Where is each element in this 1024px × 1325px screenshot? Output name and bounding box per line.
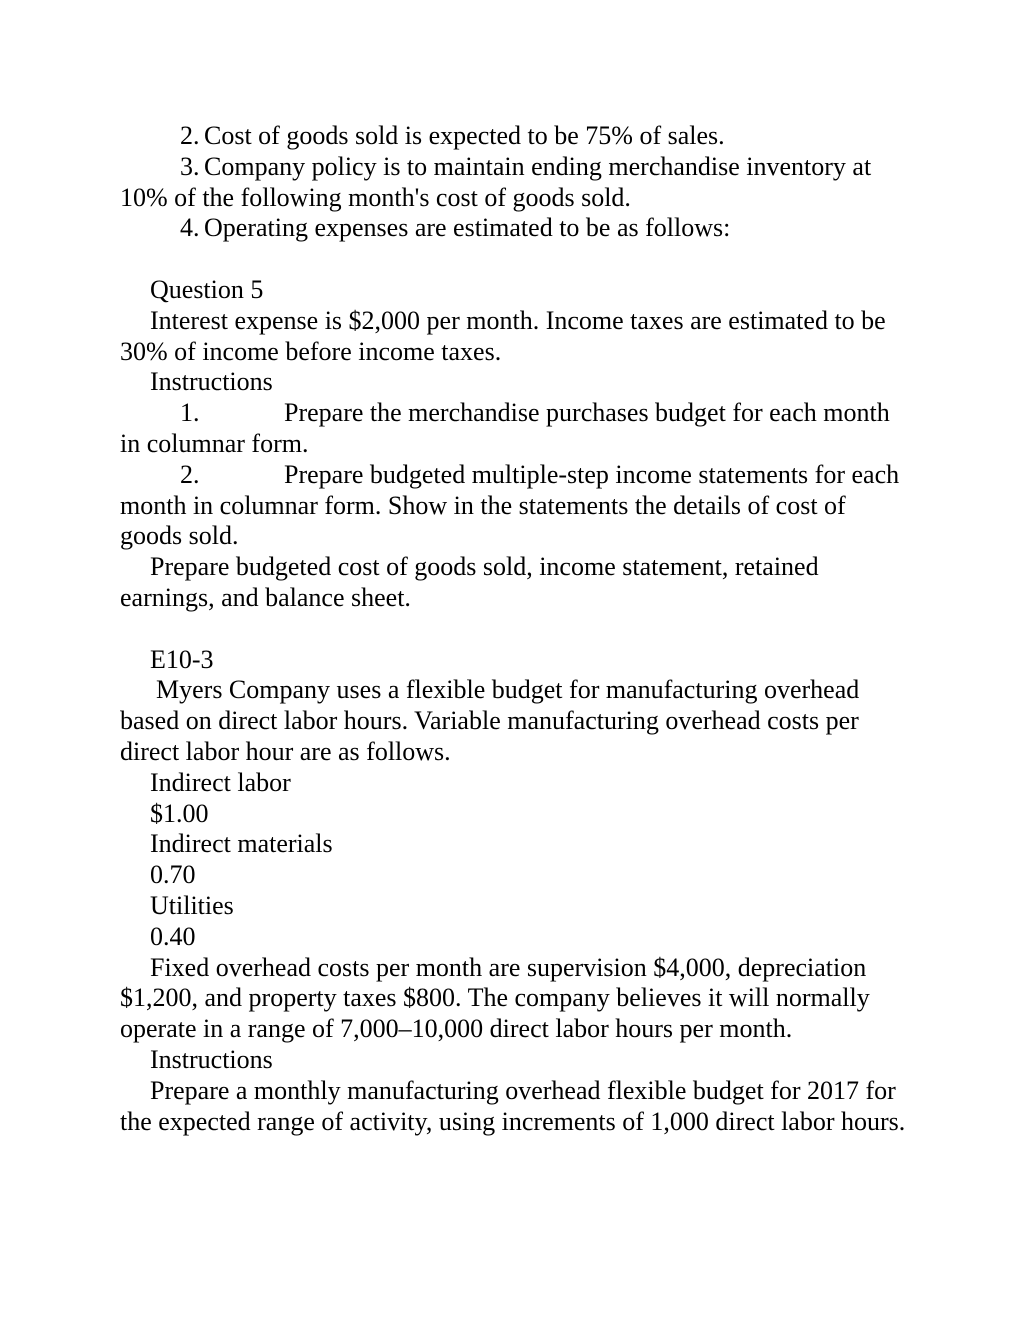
prepare-paragraph: Prepare budgeted cost of goods sold, income statement, retained earnings, and balance sheet. xyxy=(120,552,819,612)
instructions-heading: Instructions xyxy=(150,367,273,397)
paragraph-gap xyxy=(120,614,910,645)
question-heading: Question 5 xyxy=(150,274,264,304)
cost-item-label: Indirect labor xyxy=(150,767,291,797)
cost-item-label: Indirect materials xyxy=(150,829,333,859)
cost-item-value: 0.40 xyxy=(150,921,196,951)
final-instruction-paragraph: Prepare a monthly manufacturing overhead flexible budget for 2017 for the expected range of activity, using increments of 1,000 direct labor hours. xyxy=(120,1075,906,1136)
interest-paragraph: Interest expense is $2,000 per month. Income taxes are estimated to be 30% of income before income taxes. xyxy=(120,305,886,366)
list-text: Prepare budgeted multiple-step income statements for each month in columnar form. Show in the statements the details of cost of goods sold. xyxy=(120,459,900,551)
list-text: Company policy is to maintain ending merchandise inventory at 10% of the following month's cost of goods sold. xyxy=(120,151,872,212)
list-number: 1. xyxy=(180,398,200,428)
document-body xyxy=(120,121,910,1137)
cost-item-value: 0.70 xyxy=(150,860,196,890)
list-item-4 xyxy=(120,213,910,244)
list-item-3 xyxy=(120,152,910,214)
list-text: Cost of goods sold is expected to be 75% of sales. xyxy=(204,121,725,150)
exercise-intro xyxy=(120,675,910,767)
list-number: 2. xyxy=(180,459,200,489)
list-item-2 xyxy=(120,121,910,152)
list-text: Operating expenses are estimated to be as follows: xyxy=(204,213,731,243)
list-number: 2. xyxy=(180,121,200,150)
exercise-intro-text: Myers Company uses a flexible budget for manufacturing overhead based on direct labor hours. Variable manufacturing overhead costs per direct labor hour are as follows. xyxy=(120,675,860,766)
instructions-heading: Instructions xyxy=(150,1044,273,1074)
list-text: Prepare the merchandise purchases budget for each month in columnar form. xyxy=(120,398,890,458)
list-number: 4. xyxy=(180,213,200,243)
cost-item-label: Utilities xyxy=(150,890,234,920)
cost-item-value: $1.00 xyxy=(150,798,209,828)
exercise-heading: E10-3 xyxy=(150,644,214,674)
list-number: 3. xyxy=(180,151,200,181)
instruction-item-2 xyxy=(120,460,910,552)
paragraph-gap xyxy=(120,244,910,275)
fixed-costs-paragraph: Fixed overhead costs per month are supervision $4,000, depreciation $1,200, and property taxes $800. The company believes it will normally operate in a range of 7,000–10,000 direct labor hours per month. xyxy=(120,952,870,1044)
instruction-item-1 xyxy=(120,398,910,460)
